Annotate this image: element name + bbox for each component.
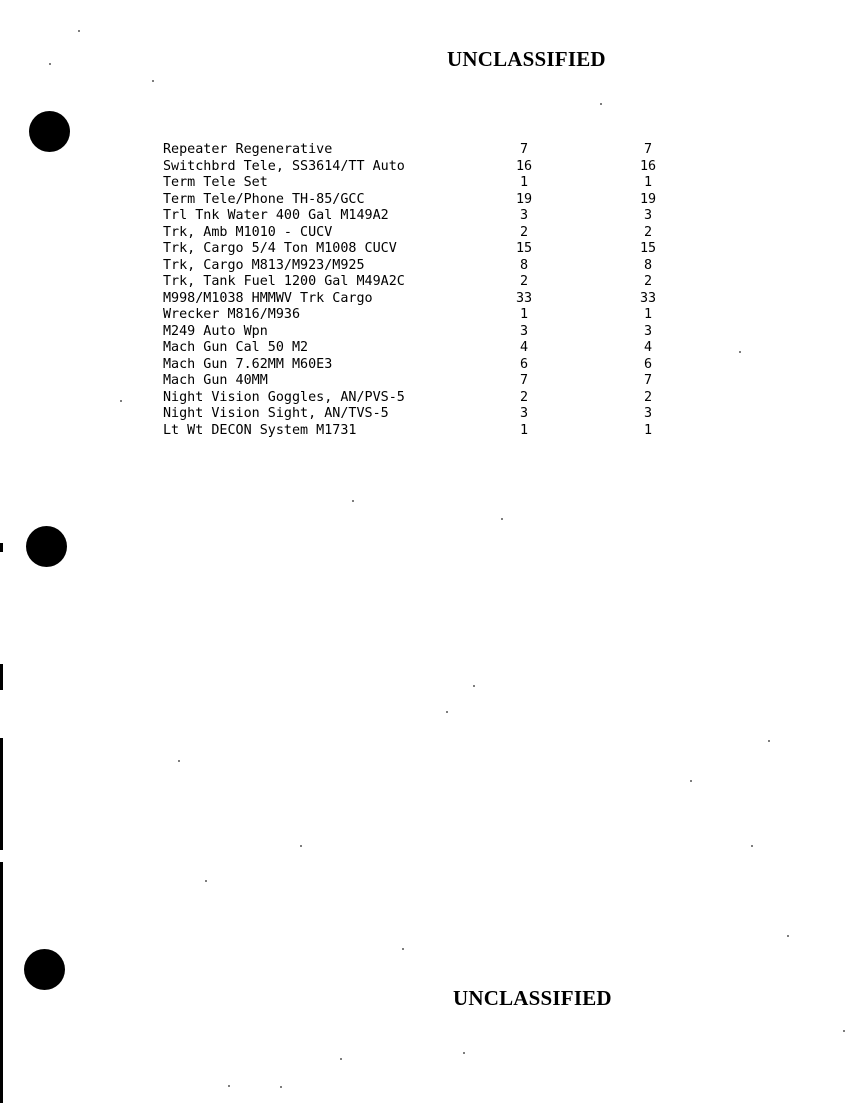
- quantity-authorized: 1: [519, 175, 529, 190]
- item-name: Lt Wt DECON System M1731: [163, 422, 357, 438]
- scan-speck: [340, 1058, 342, 1060]
- classification-header: UNCLASSIFIED: [447, 47, 606, 71]
- scan-speck: [178, 760, 180, 762]
- item-name: Mach Gun 7.62MM M60E3: [163, 356, 333, 372]
- item-name: Night Vision Goggles, AN/PVS-5: [163, 389, 405, 405]
- scan-speck: [751, 845, 753, 847]
- item-name: M249 Auto Wpn: [163, 323, 268, 339]
- item-name: Mach Gun 40MM: [163, 373, 268, 388]
- quantity-authorized: 1: [519, 422, 529, 438]
- quantity-authorized: 4: [519, 340, 529, 355]
- item-name: Mach Gun Cal 50 M2: [163, 340, 309, 355]
- classification-footer: UNCLASSIFIED: [453, 986, 612, 1010]
- quantity-on-hand: 15: [639, 241, 657, 256]
- quantity-authorized: 3: [519, 208, 529, 223]
- scan-speck: [402, 948, 404, 950]
- item-name: Trk, Cargo M813/M923/M925: [163, 257, 365, 273]
- quantity-on-hand: 6: [643, 356, 653, 372]
- quantity-on-hand: 33: [639, 290, 657, 306]
- item-name: Trk, Cargo 5/4 Ton M1008 CUCV: [163, 241, 397, 256]
- quantity-authorized: 2: [519, 389, 529, 405]
- quantity-on-hand: 16: [639, 158, 657, 174]
- item-name: Night Vision Sight, AN/TVS-5: [163, 406, 389, 421]
- quantity-authorized: 3: [519, 323, 529, 339]
- quantity-on-hand: 2: [643, 274, 653, 289]
- quantity-on-hand: 19: [639, 191, 657, 207]
- quantity-on-hand: 1: [643, 175, 653, 190]
- quantity-authorized: 15: [515, 241, 533, 256]
- quantity-authorized: 1: [519, 307, 529, 322]
- item-name: Term Tele Set: [163, 175, 268, 190]
- quantity-on-hand: 1: [643, 307, 653, 322]
- scan-speck: [600, 103, 602, 105]
- scan-speck: [205, 880, 207, 882]
- item-name: Wrecker M816/M936: [163, 307, 301, 322]
- quantity-authorized: 2: [519, 274, 529, 289]
- quantity-authorized: 6: [519, 356, 529, 372]
- quantity-on-hand: 7: [643, 373, 653, 388]
- scan-speck: [473, 685, 475, 687]
- quantity-authorized: 33: [515, 290, 533, 306]
- quantity-authorized: 3: [519, 406, 529, 421]
- scan-speck: [49, 63, 51, 65]
- scan-speck: [228, 1085, 230, 1087]
- scan-edge-mark: [0, 862, 3, 1103]
- item-name: Switchbrd Tele, SS3614/TT Auto: [163, 158, 405, 174]
- quantity-on-hand: 2: [643, 224, 653, 240]
- quantity-on-hand: 3: [643, 406, 653, 421]
- scan-edge-mark: [0, 738, 3, 850]
- scan-speck: [501, 518, 503, 520]
- binder-hole: [29, 111, 70, 152]
- scan-speck: [463, 1052, 465, 1054]
- quantity-authorized: 7: [519, 373, 529, 388]
- scan-speck: [152, 80, 154, 82]
- scan-speck: [120, 400, 122, 402]
- binder-hole: [24, 949, 65, 990]
- scan-speck: [739, 351, 741, 353]
- quantity-on-hand: 8: [643, 257, 653, 273]
- scan-speck: [78, 30, 80, 32]
- quantity-on-hand: 4: [643, 340, 653, 355]
- item-name: Trk, Amb M1010 - CUCV: [163, 224, 333, 240]
- quantity-on-hand: 2: [643, 389, 653, 405]
- quantity-authorized: 16: [515, 158, 533, 174]
- quantity-authorized: 7: [519, 142, 529, 157]
- scan-edge-mark: [0, 664, 3, 690]
- item-name: Trl Tnk Water 400 Gal M149A2: [163, 208, 389, 223]
- scan-speck: [352, 500, 354, 502]
- scan-speck: [300, 845, 302, 847]
- scan-speck: [446, 711, 448, 713]
- scan-speck: [280, 1086, 282, 1088]
- item-name: Term Tele/Phone TH-85/GCC: [163, 191, 365, 207]
- item-name: Repeater Regenerative: [163, 142, 333, 157]
- scan-speck: [690, 780, 692, 782]
- quantity-authorized: 8: [519, 257, 529, 273]
- scan-speck: [787, 935, 789, 937]
- quantity-authorized: 19: [515, 191, 533, 207]
- quantity-on-hand: 1: [643, 422, 653, 438]
- quantity-authorized: 2: [519, 224, 529, 240]
- scan-speck: [843, 1030, 845, 1032]
- item-name: M998/M1038 HMMWV Trk Cargo: [163, 290, 373, 306]
- quantity-on-hand: 3: [643, 208, 653, 223]
- scan-speck: [768, 740, 770, 742]
- binder-hole: [26, 526, 67, 567]
- quantity-on-hand: 7: [643, 142, 653, 157]
- item-name: Trk, Tank Fuel 1200 Gal M49A2C: [163, 274, 405, 289]
- scan-edge-mark: [0, 543, 3, 552]
- quantity-on-hand: 3: [643, 323, 653, 339]
